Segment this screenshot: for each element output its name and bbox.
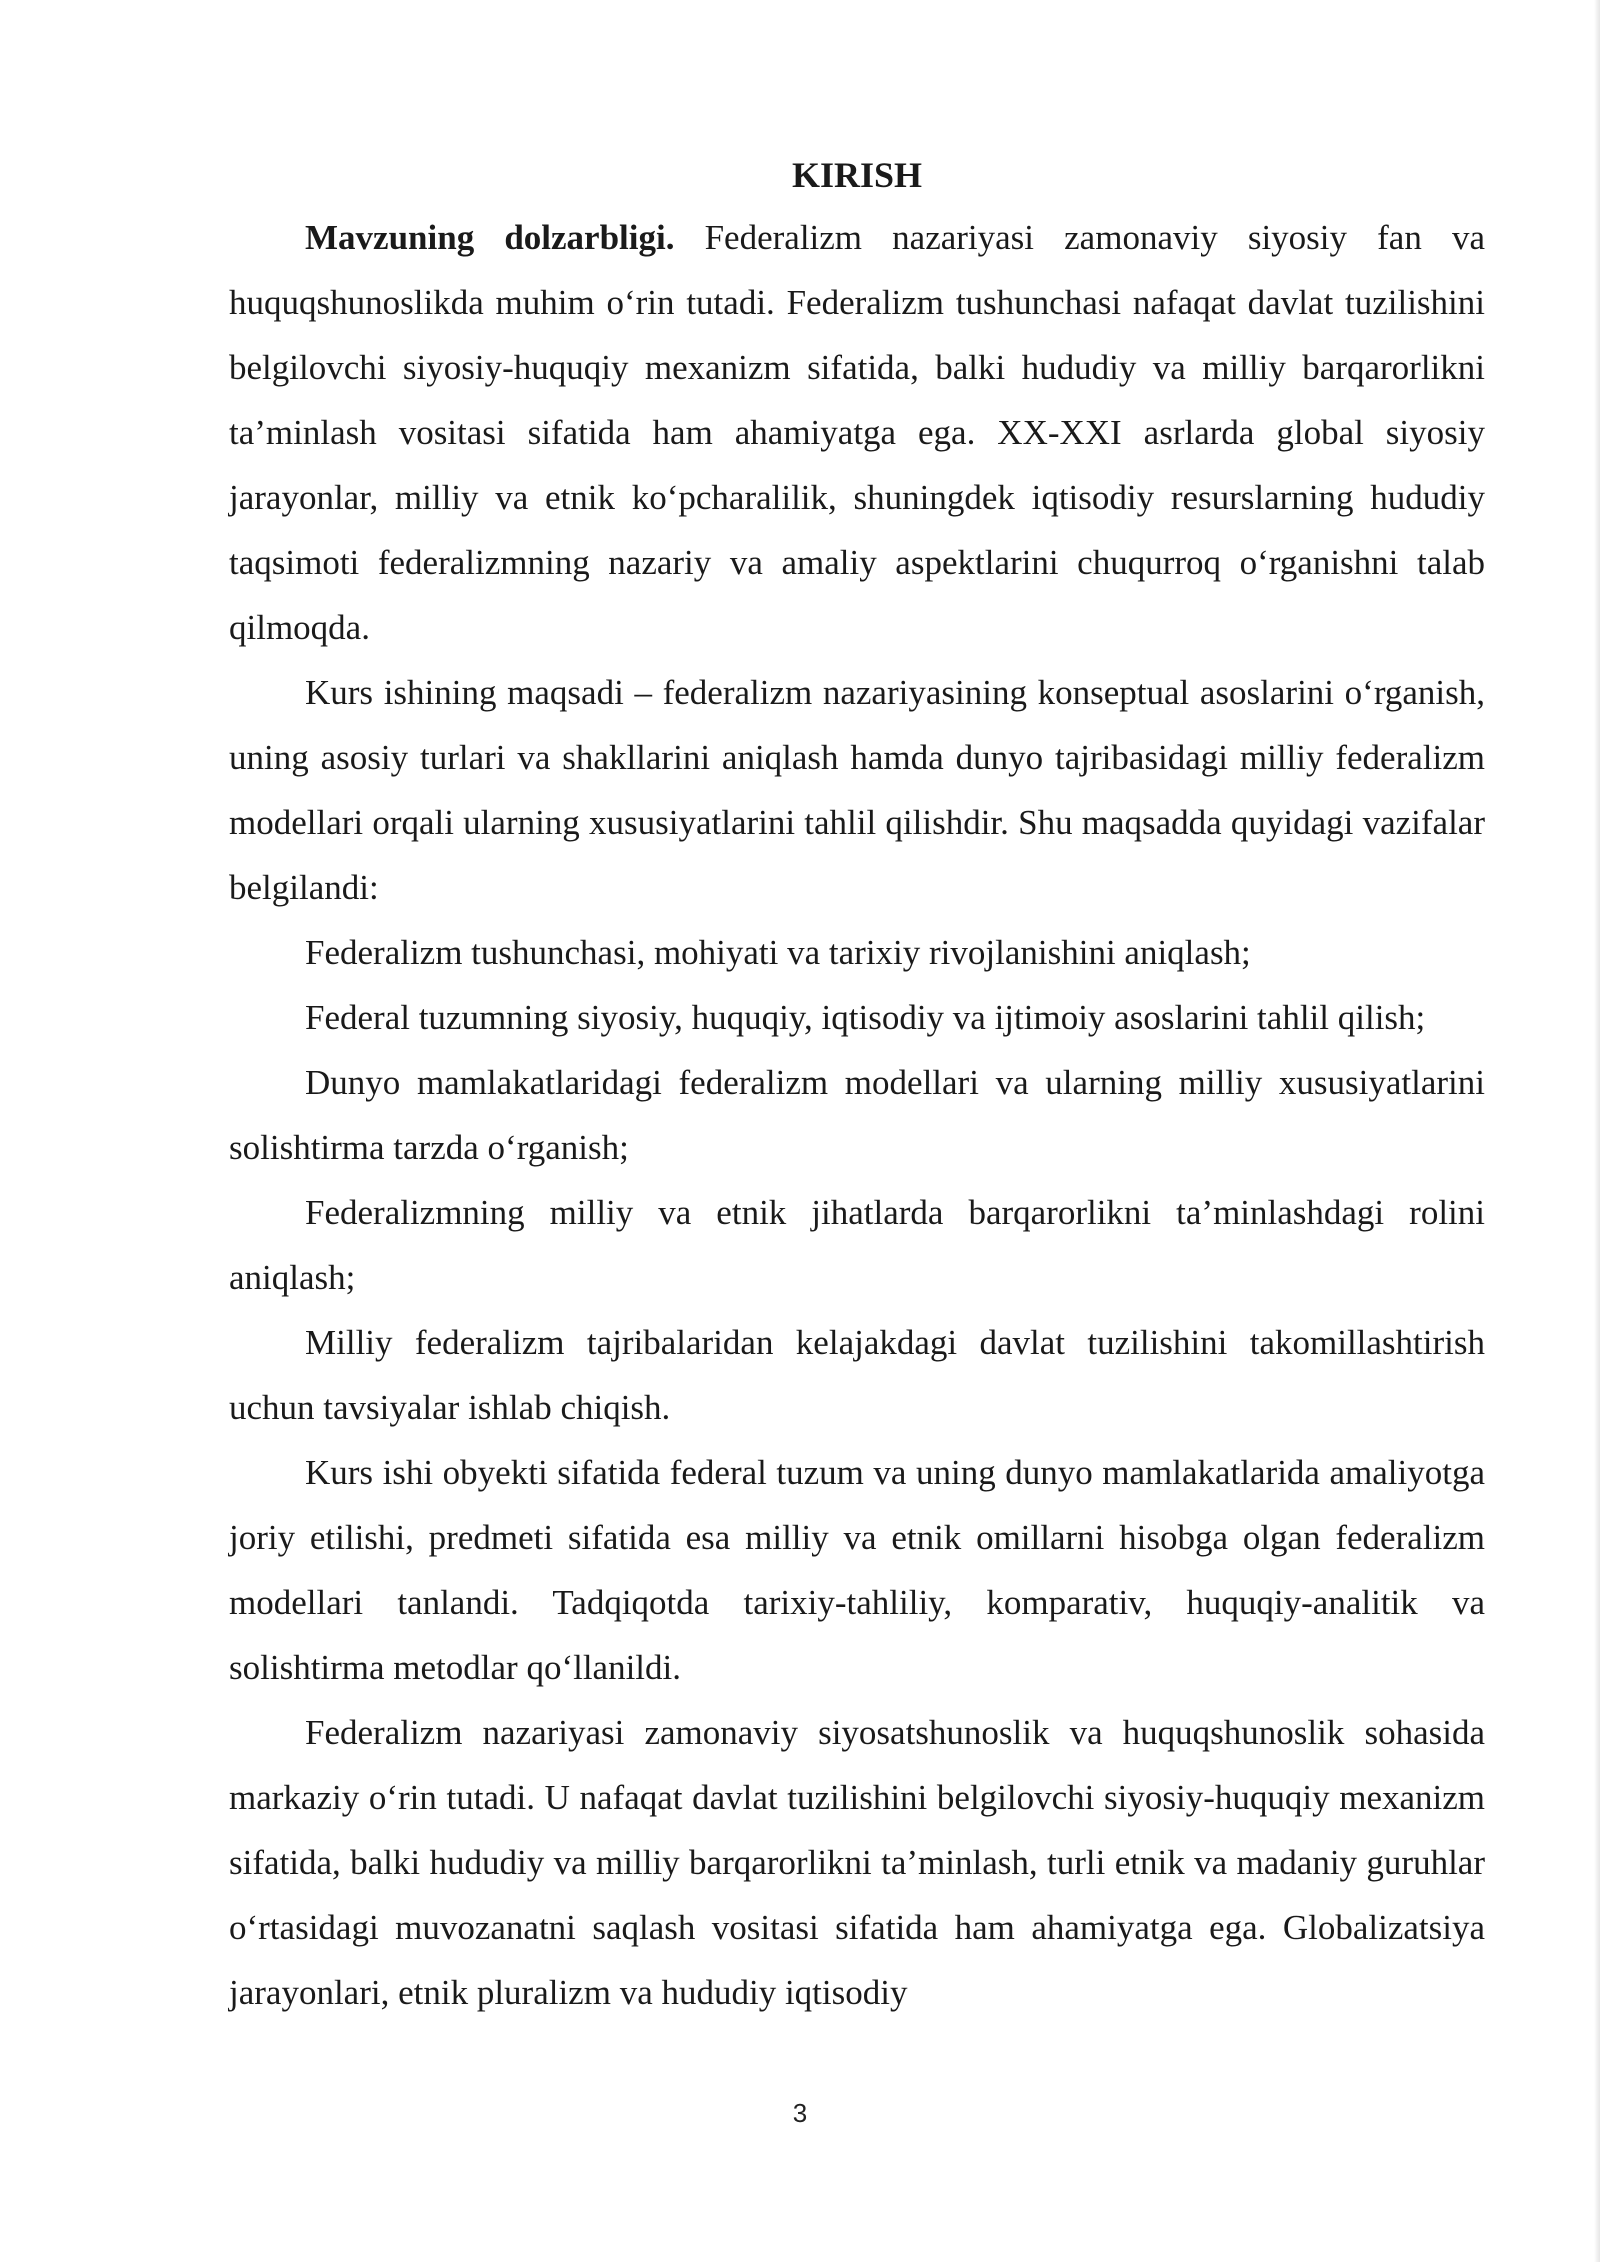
task-item-3: Dunyo mamlakatlaridagi federalizm modellari va ularning milliy xususiyatlarini solishtirma tarzda o‘rganish; xyxy=(229,1063,1485,1167)
task-item-1: Federalizm tushunchasi, mohiyati va tarixiy rivojlanishini aniqlash; xyxy=(305,933,1251,972)
task-item-5: Milliy federalizm tajribalaridan kelajakdagi davlat tuzilishini takomillashtirish uchun tavsiyalar ishlab chiqish. xyxy=(229,1323,1485,1427)
page-number: 3 xyxy=(792,2098,808,2128)
paragraph-object-subject: Kurs ishi obyekti sifatida federal tuzum va uning dunyo mamlakatlarida amaliyotga joriy etilishi, predmeti sifatida esa milliy va etnik omillarni hisobga olgan federalizm modellari tanlandi. Tadqiqotda tarixiy-tahliliy, komparativ, huquqiy-analitik va solishtirma metodlar qo‘llanildi. xyxy=(229,1453,1485,1687)
section-title: KIRISH xyxy=(791,155,923,195)
task-item-2: Federal tuzumning siyosiy, huquqiy, iqtisodiy va ijtimoiy asoslarini tahlil qilish; xyxy=(305,998,1426,1037)
task-item-4: Federalizmning milliy va etnik jihatlarda barqarorlikni ta’minlashdagi rolini aniqlash; xyxy=(229,1193,1485,1297)
paragraph-text: Federalizm nazariyasi zamonaviy siyosiy fan va huquqshunoslikda muhim o‘rin tutadi. Federalizm tushunchasi nafaqat davlat tuzilishini belgilovchi siyosiy-huquqiy mexanizm sifatida, balki hududiy va milliy barqarorlikni ta’minlash vositasi sifatida ham ahamiyatga ega. XX-XXI asrlarda global siyosiy jarayonlar, milliy va etnik ko‘pcharalilik, shuningdek iqtisodiy resurslarning hududiy taqsimoti federalizmning nazariy va amaliy aspektlarini chuqurroq o‘rganishni talab qilmoqda. xyxy=(229,218,1485,647)
paragraph-lead: Mavzuning dolzarbligi. xyxy=(305,218,675,257)
page-content xyxy=(229,145,1485,2025)
paragraph-goal: Kurs ishining maqsadi – federalizm nazariyasining konseptual asoslarini o‘rganish, uning asosiy turlari va shakllarini aniqlash hamda dunyo tajribasidagi milliy federalizm modellari orqali ularning xususiyatlarini tahlil qilishdir. Shu maqsadda quyidagi vazifalar belgilandi: xyxy=(229,673,1485,907)
page-edge xyxy=(1594,0,1600,2262)
paragraph-relevance xyxy=(229,205,1485,660)
paragraph-theory: Federalizm nazariyasi zamonaviy siyosatshunoslik va huquqshunoslik sohasida markaziy o‘rin tutadi. U nafaqat davlat tuzilishini belgilovchi siyosiy-huquqiy mexanizm sifatida, balki hududiy va milliy barqarorlikni ta’minlash, turli etnik va madaniy guruhlar o‘rtasidagi muvozanatni saqlash vositasi sifatida ham ahamiyatga ega. Globalizatsiya jarayonlari, etnik pluralizm va hududiy iqtisodiy xyxy=(229,1713,1485,2012)
